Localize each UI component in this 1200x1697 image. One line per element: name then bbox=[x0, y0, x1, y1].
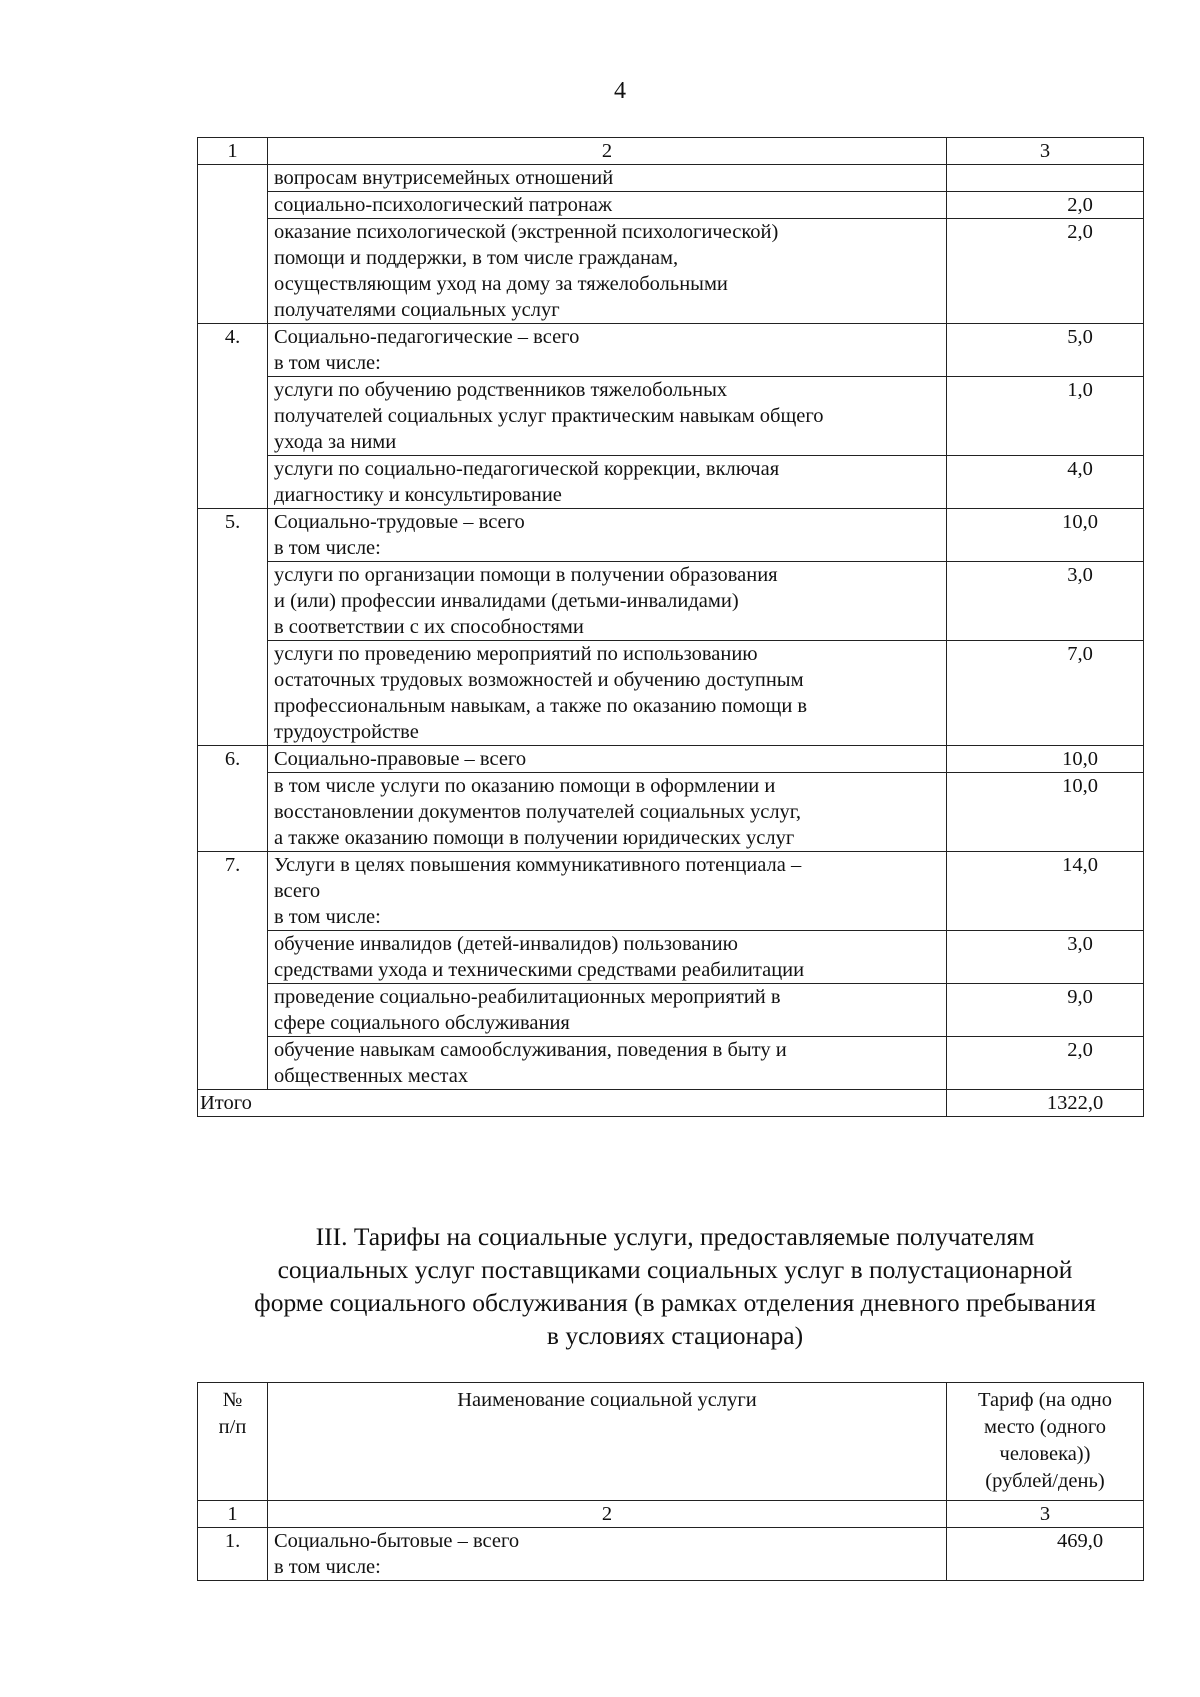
row-number: 7. bbox=[198, 852, 268, 1090]
column-number: 1 bbox=[198, 1501, 268, 1528]
column-numbers-row bbox=[198, 1501, 1144, 1528]
row-number: 6. bbox=[198, 746, 268, 852]
section-title bbox=[150, 1220, 1200, 1352]
table-row bbox=[198, 165, 1144, 192]
table-row bbox=[198, 1528, 1144, 1581]
table-row bbox=[198, 456, 1144, 509]
section-title-text: III. Тарифы на социальные услуги, предоставляемые получателям социальных услуг поставщиками социальных услуг в полустационарной форме социального обслуживания (в рамках отделения дневного пребывания в условиях стационара) bbox=[254, 1222, 1096, 1350]
tariff-value: 5,0 bbox=[947, 324, 1144, 377]
service-name: социально-психологический патронаж bbox=[268, 192, 947, 219]
service-name: Социально-трудовые – всего в том числе: bbox=[268, 509, 947, 562]
table-row bbox=[198, 773, 1144, 852]
column-number: 3 bbox=[947, 1501, 1144, 1528]
column-number: 2 bbox=[268, 138, 947, 165]
table-row bbox=[198, 377, 1144, 456]
total-row bbox=[198, 1090, 1144, 1117]
table-row bbox=[198, 931, 1144, 984]
tariff-value bbox=[947, 165, 1144, 192]
service-name: Услуги в целях повышения коммуникативного потенциала – всего в том числе: bbox=[268, 852, 947, 931]
table-row bbox=[198, 746, 1144, 773]
service-name: обучение навыкам самообслуживания, поведения в быту и общественных местах bbox=[268, 1037, 947, 1090]
tariffs-table bbox=[197, 1382, 1144, 1581]
column-header-tariff: Тариф (на одно место (одного человека)) (рублей/день) bbox=[947, 1383, 1144, 1501]
service-name: Социально-педагогические – всего в том числе: bbox=[268, 324, 947, 377]
service-name: в том числе услуги по оказанию помощи в оформлении и восстановлении документов получателей социальных услуг, а также оказанию помощи в получении юридических услуг bbox=[268, 773, 947, 852]
service-name: услуги по обучению родственников тяжелобольных получателей социальных услуг практическим навыкам общего ухода за ними bbox=[268, 377, 947, 456]
tariff-value: 4,0 bbox=[947, 456, 1144, 509]
table-header-row bbox=[198, 1383, 1144, 1501]
page-number: 4 bbox=[614, 78, 626, 104]
table-row bbox=[198, 852, 1144, 931]
tariff-value: 14,0 bbox=[947, 852, 1144, 931]
table-row bbox=[198, 192, 1144, 219]
service-name: Социально-правовые – всего bbox=[268, 746, 947, 773]
service-name: услуги по социально-педагогической коррекции, включая диагностику и консультирование bbox=[268, 456, 947, 509]
row-number: 5. bbox=[198, 509, 268, 746]
service-name: услуги по проведению мероприятий по использованию остаточных трудовых возможностей и обучению доступным профессиональным навыкам, а также по оказанию помощи в трудоустройстве bbox=[268, 641, 947, 746]
tariff-continuation-table bbox=[197, 137, 1144, 1117]
service-name: услуги по организации помощи в получении образования и (или) профессии инвалидами (детьми-инвалидами) в соответствии с их способностями bbox=[268, 562, 947, 641]
total-label: Итого bbox=[198, 1090, 947, 1117]
tariff-value: 3,0 bbox=[947, 562, 1144, 641]
table-row bbox=[198, 641, 1144, 746]
service-name: вопросам внутрисемейных отношений bbox=[268, 165, 947, 192]
tariff-value: 2,0 bbox=[947, 219, 1144, 324]
table-row bbox=[198, 509, 1144, 562]
service-name: оказание психологической (экстренной психологической) помощи и поддержки, в том числе гражданам, осуществляющим уход на дому за тяжелобольными получателями социальных услуг bbox=[268, 219, 947, 324]
tariff-value: 10,0 bbox=[947, 746, 1144, 773]
column-numbers-row bbox=[198, 138, 1144, 165]
service-name: Социально-бытовые – всего в том числе: bbox=[268, 1528, 947, 1581]
row-number: 4. bbox=[198, 324, 268, 509]
column-header-number: № п/п bbox=[198, 1383, 268, 1501]
table-row bbox=[198, 562, 1144, 641]
row-number: 1. bbox=[198, 1528, 268, 1581]
tariff-value: 2,0 bbox=[947, 1037, 1144, 1090]
column-number: 2 bbox=[268, 1501, 947, 1528]
tariff-value: 10,0 bbox=[947, 509, 1144, 562]
tariff-value: 469,0 bbox=[947, 1528, 1144, 1581]
column-number: 1 bbox=[198, 138, 268, 165]
service-name: проведение социально-реабилитационных мероприятий в сфере социального обслуживания bbox=[268, 984, 947, 1037]
tariff-value: 10,0 bbox=[947, 773, 1144, 852]
tariff-value: 9,0 bbox=[947, 984, 1144, 1037]
table-row bbox=[198, 984, 1144, 1037]
table-row bbox=[198, 219, 1144, 324]
total-value: 1322,0 bbox=[947, 1090, 1144, 1117]
row-number bbox=[198, 165, 268, 324]
tariff-value: 3,0 bbox=[947, 931, 1144, 984]
tariff-value: 2,0 bbox=[947, 192, 1144, 219]
tariff-value: 1,0 bbox=[947, 377, 1144, 456]
tariff-value: 7,0 bbox=[947, 641, 1144, 746]
column-header-service-name: Наименование социальной услуги bbox=[268, 1383, 947, 1501]
table-row bbox=[198, 1037, 1144, 1090]
table-row bbox=[198, 324, 1144, 377]
column-number: 3 bbox=[947, 138, 1144, 165]
service-name: обучение инвалидов (детей-инвалидов) пользованию средствами ухода и техническими средствами реабилитации bbox=[268, 931, 947, 984]
